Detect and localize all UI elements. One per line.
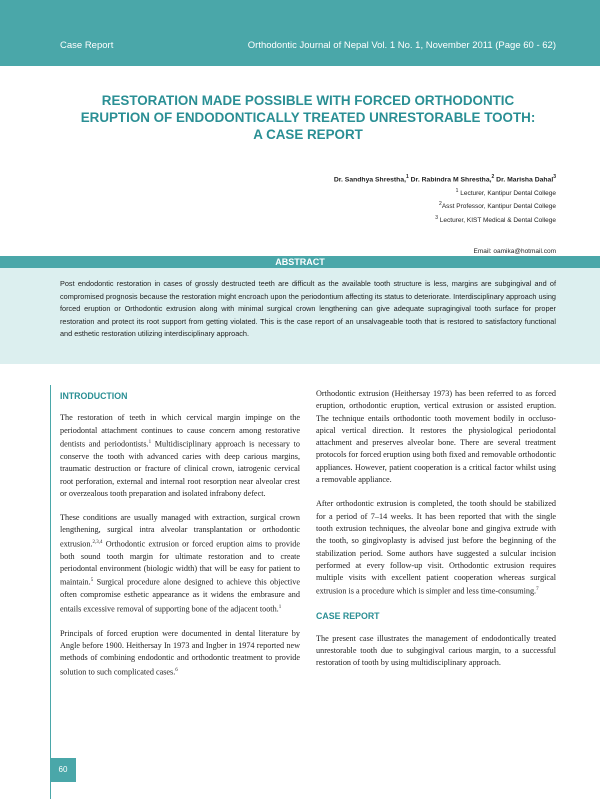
article-type-label: Case Report — [60, 40, 114, 51]
margin-rule — [50, 385, 51, 799]
abstract-text: Post endodontic restoration in cases of grossly destructed teeth are difficult as the available tooth structure is less, margins are subgingival and of compromised prognosis because the restoration might encroach upon the periodontium affecting its status to deteriorate. Interdisciplinary approach using forced eruption or Orthodontic extrusion along with minimal surgical crown lengthening can give adequate supragingival tooth surface for proper restoration and protect its root support from getting violated. This is the case report of an unsalvageable tooth that is restored to satisfactory functional and esthetic restoration utilizing interdisciplinary approach. — [60, 279, 556, 338]
paragraph — [60, 628, 300, 679]
paragraph-text: These conditions are usually managed with extraction, surgical crown lengthening, surgical intra alveolar transplantation or orthodontic extrusion. — [60, 513, 300, 549]
affiliation-text: Asst Professor, Kantipur Dental College — [441, 203, 556, 211]
title-line: ERUPTION OF ENDODONTICALLY TREATED UNRESTORABLE TOOTH: — [80, 110, 536, 125]
citation-sup: 5 — [90, 578, 94, 584]
citation-sup: 1 — [148, 439, 152, 445]
section-heading-introduction: INTRODUCTION — [60, 391, 128, 401]
author-name: Dr. Sandhya Shrestha, — [333, 176, 406, 184]
title-line: A CASE REPORT — [253, 127, 363, 142]
abstract-heading: ABSTRACT — [0, 256, 600, 268]
affiliation-sup: 2 — [439, 201, 442, 208]
author-email: Email: oamika@hotmail.com — [473, 247, 556, 255]
paragraph-text: The restoration of teeth in which cervical margin impinge on the periodontal attachment continues to cause concern among restorative dentists and periodontists. — [60, 413, 300, 449]
right-column — [316, 388, 556, 682]
paragraph-text: Surgical procedure alone designed to achieve this objective often compromise esthetic appearance as it widens the embrasure and entails excessive removal of supporting bone of the adjacent tooth. — [60, 578, 300, 614]
paragraph-text: Principals of forced eruption were documented in dental literature by Angle before 1900. Heithersay In 1973 and Ingber in 1974 reported new methods of combining endodontic and orthodontic treatment to provide solution to such complicated cases. — [60, 628, 300, 677]
paragraph-text: Multidisciplinary approach is necessary to conserve the tooth with advanced caries with deep carious margins, traumatic destruction or fracture of clinical crown, iatrogenic cervical root perforation, external and internal root resorption near alveolar crest or overzealous tooth preparation and isolated infrabony defect. — [60, 439, 300, 498]
paragraph-text: After orthodontic extrusion is completed, the tooth should be stabilized for a period of 7–14 weeks. It has been reported that with the single tooth extrusion techniques, the alveolar bone and gingiva extrude with the tooth, so gingivoplasty is advised just before the beginning of the stabilization period. Some authors have suggested a sulcular incision performed at every follow-up visit. Orthodontic extrusion requires multiple visits with excellent patient cooperation whereas surgical extrusion is a procedure which is simpler and less time-consuming. — [316, 499, 556, 597]
paragraph — [60, 412, 300, 500]
author-sup: 1 — [406, 174, 409, 180]
author-names — [334, 172, 556, 185]
page-number: 60 — [50, 758, 76, 782]
author-name: Dr. Marisha Dahal — [496, 176, 554, 184]
title-line: RESTORATION MADE POSSIBLE WITH FORCED ORTHODONTIC — [101, 93, 515, 108]
paragraph-text: Orthodontic extrusion or forced eruption aims to provide both sound tooth margin for ultimate restoration and to create periodontal environment (biologic width) that will be easy for patient to maintain. — [60, 539, 300, 588]
journal-citation: Orthodontic Journal of Nepal Vol. 1 No. 1, November 2011 (Page 60 - 62) — [247, 40, 556, 51]
affiliation — [334, 213, 556, 226]
affiliation — [334, 199, 556, 212]
affiliation — [334, 186, 556, 199]
citation-sup: 6 — [175, 667, 178, 673]
author-name: Dr. Rabindra M Shrestha, — [410, 176, 492, 184]
paragraph: The present case illustrates the management of endodontically treated unrestorable tooth due to subgingival carious margin, to a successful restoration of tooth by using multidisciplinary approach. — [316, 633, 556, 668]
affiliation-sup: 3 — [435, 214, 438, 221]
affiliation-text: Lecturer, KIST Medical & Dental College — [439, 216, 556, 224]
paragraph: Orthodontic extrusion (Heithersay 1973) has been referred to as forced eruption, orthodontic eruption, vertical extrusion or assisted eruption. The technique entails orthodontic tooth movement bodily in occluso-apical vertical direction. It restores the physiological periodontal attachment and preserves alveolar bone. There are several treatment protocols for forced eruption using both fixed and removable orthodontic appliances. However, patient cooperation is a critical factor whilst using a removable appliance. — [316, 389, 556, 485]
affiliation-sup: 1 — [455, 188, 459, 195]
article-title — [60, 92, 556, 143]
author-sup: 3 — [553, 174, 556, 180]
author-sup: 2 — [491, 174, 495, 180]
citation-sup: 7 — [536, 587, 539, 593]
abstract-box — [0, 268, 600, 364]
paragraph — [316, 498, 556, 598]
author-block — [334, 172, 556, 257]
paragraph — [60, 512, 300, 616]
section-heading-case-report: CASE REPORT — [316, 611, 380, 622]
citation-sup: 1 — [278, 604, 282, 610]
journal-header-bar — [0, 0, 600, 66]
left-column — [60, 388, 300, 691]
affiliation-text: Lecturer, Kantipur Dental College — [460, 190, 556, 198]
citation-sup: 2,3,4 — [92, 539, 103, 545]
